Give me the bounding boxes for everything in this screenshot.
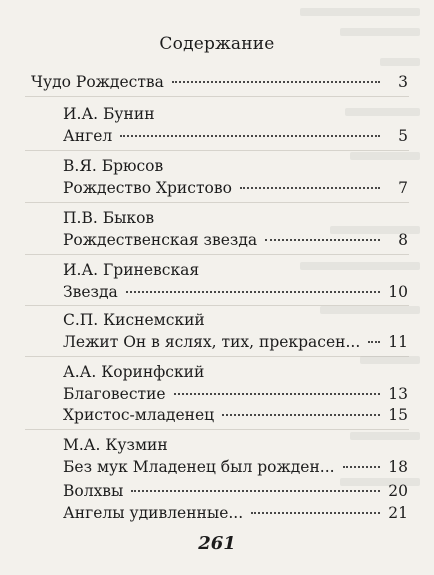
dot-leader — [172, 80, 380, 83]
divider — [25, 96, 409, 97]
dot-leader — [120, 134, 380, 137]
toc-entry[interactable] — [31, 72, 408, 92]
toc-entry[interactable] — [63, 230, 408, 250]
divider — [25, 305, 409, 306]
toc-entry[interactable] — [63, 332, 408, 352]
divider — [25, 429, 409, 430]
dot-leader — [343, 465, 380, 468]
toc-entry-title: Ангел — [63, 127, 113, 145]
toc-entry[interactable] — [63, 384, 408, 404]
toc-entry[interactable] — [63, 126, 408, 146]
dot-leader — [251, 511, 380, 514]
toc-entry-title: Звезда — [63, 283, 118, 301]
dot-leader — [265, 238, 380, 241]
toc-entry-page: 11 — [388, 333, 408, 351]
toc-entry-page: 21 — [388, 504, 408, 522]
divider — [25, 202, 409, 203]
toc-entry[interactable] — [63, 405, 408, 425]
toc-entry[interactable] — [63, 178, 408, 198]
toc-entry[interactable] — [63, 282, 408, 302]
toc-entry[interactable] — [63, 457, 408, 477]
toc-entry-title: Без мук Младенец был рожден... — [63, 458, 335, 476]
toc-entry-page: 10 — [388, 283, 408, 301]
toc-entry-title: Христос-младенец — [63, 406, 215, 424]
toc-author: И.А. Бунин — [63, 105, 155, 123]
toc-entry-title: Волхвы — [63, 482, 124, 500]
toc-entry[interactable] — [63, 503, 408, 523]
divider — [25, 254, 409, 255]
toc-entry-title: Лежит Он в яслях, тих, прекрасен... — [63, 333, 361, 351]
toc-entry-page: 3 — [398, 73, 408, 91]
toc-entry-page: 7 — [398, 179, 408, 197]
toc-author: И.А. Гриневская — [63, 261, 200, 279]
page-title: Содержание — [159, 34, 275, 54]
toc-entry-page: 18 — [388, 458, 408, 476]
toc-entry-title: Чудо Рождества — [31, 73, 164, 91]
toc-entry-page: 8 — [398, 231, 408, 249]
toc-entry-page: 20 — [388, 482, 408, 500]
toc-entry-page: 5 — [398, 127, 408, 145]
toc-entry-page: 15 — [388, 406, 408, 424]
dot-leader — [222, 413, 380, 416]
toc-author: А.А. Коринфский — [63, 363, 205, 381]
dot-leader — [174, 392, 380, 395]
dot-leader — [368, 340, 380, 343]
toc-entry-title: Благовестие — [63, 385, 166, 403]
toc-entry-title: Рождество Христово — [63, 179, 232, 197]
toc-author: П.В. Быков — [63, 209, 155, 227]
toc-entry-title: Рождественская звезда — [63, 231, 258, 249]
toc-author: М.А. Кузмин — [63, 436, 168, 454]
toc-entry[interactable] — [63, 481, 408, 501]
dot-leader — [131, 489, 380, 492]
toc-author: В.Я. Брюсов — [63, 157, 164, 175]
toc-author: С.П. Киснемский — [63, 311, 205, 329]
divider — [25, 150, 409, 151]
page-number: 261 — [198, 533, 236, 554]
dot-leader — [240, 186, 380, 189]
toc-entry-page: 13 — [388, 385, 408, 403]
divider — [25, 356, 409, 357]
toc-entry-title: Ангелы удивленные... — [63, 504, 244, 522]
dot-leader — [126, 290, 380, 293]
